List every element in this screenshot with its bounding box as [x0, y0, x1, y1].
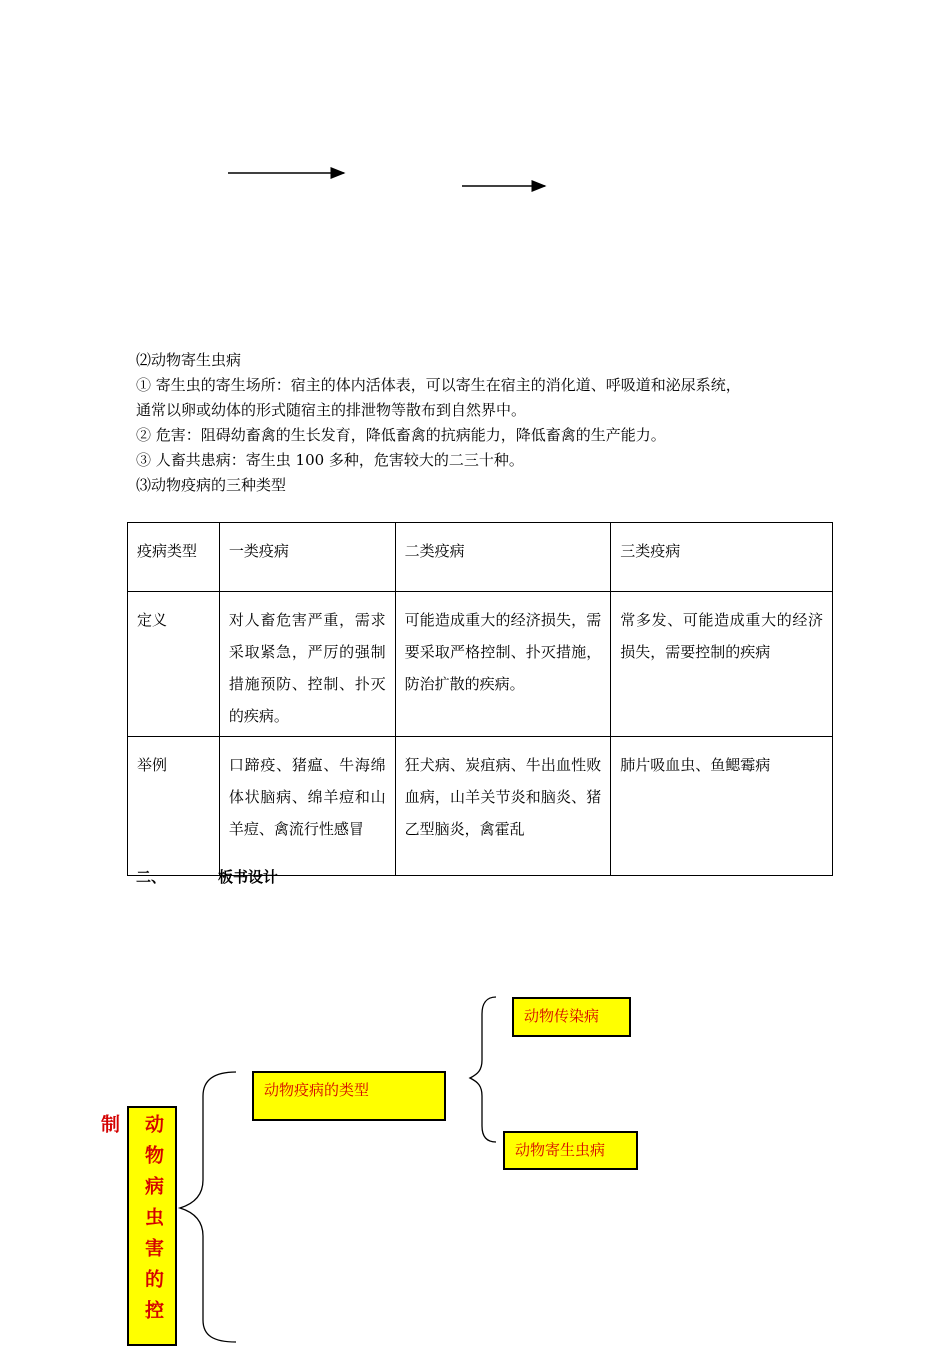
table-header-row: [128, 523, 833, 592]
right-brace: [470, 997, 496, 1142]
row-label: 定义: [128, 592, 220, 737]
paragraph-zoonosis: ③ 人畜共患病：寄生虫 100 多种，危害较大的二三十种。: [136, 451, 524, 469]
section-heading: [136, 866, 278, 887]
table-header-cell: 三类疫病: [611, 523, 833, 592]
diagram-box-label: 动物寄生虫病: [515, 1141, 606, 1159]
diagram-box-infectious: [512, 997, 631, 1037]
diagram-root-box: 动物病虫害的控制: [127, 1106, 177, 1346]
diagram-box-disease-types: [252, 1071, 446, 1121]
table-header-cell: 疫病类型: [128, 523, 220, 592]
paragraph-parasite-location: ① 寄生虫的寄生场所：宿主的体内活体表，可以寄生在宿主的消化道、呼吸道和泌尿系统，: [136, 376, 741, 394]
table-cell: 口蹄疫、猪瘟、牛海绵体状脑病、绵羊痘和山羊痘、禽流行性感冒: [219, 737, 395, 876]
disease-type-table: [127, 522, 833, 876]
diagram-box-label: 动物传染病: [524, 1007, 600, 1025]
table-cell: 对人畜危害严重，需求采取紧急，严厉的强制措施预防、控制、扑灭的疾病。: [219, 592, 395, 737]
paragraph-heading-3: ⑶动物疫病的三种类型: [136, 476, 287, 494]
table-row: [128, 737, 833, 876]
table-cell: 肺片吸血虫、鱼鳃霉病: [611, 737, 833, 876]
section-number: 二、: [136, 868, 167, 886]
section-title: 板书设计: [218, 868, 279, 886]
table-row: [128, 592, 833, 737]
table-header-cell: 一类疫病: [219, 523, 395, 592]
table-cell: 可能造成重大的经济损失，需要采取严格控制、扑灭措施，防治扩散的疾病。: [395, 592, 611, 737]
paragraph-parasite-location-cont: 通常以卵或幼体的形式随宿主的排泄物等散布到自然界中。: [136, 401, 527, 419]
left-brace: [180, 1072, 236, 1342]
row-label: 举例: [128, 737, 220, 876]
paragraph-heading-2: ⑵动物寄生虫病: [136, 351, 242, 369]
diagram-box-label: 动物疫病的类型: [264, 1081, 370, 1099]
diagram-box-parasitic: [503, 1131, 638, 1170]
table-cell: 狂犬病、炭疽病、牛出血性败血病，山羊关节炎和脑炎、猪乙型脑炎，禽霍乱: [395, 737, 611, 876]
table-cell: 常多发、可能造成重大的经济损失，需要控制的疾病: [611, 592, 833, 737]
paragraph-harm: ② 危害：阻碍幼畜禽的生长发育，降低畜禽的抗病能力，降低畜禽的生产能力。: [136, 426, 666, 444]
table-header-cell: 二类疫病: [395, 523, 611, 592]
